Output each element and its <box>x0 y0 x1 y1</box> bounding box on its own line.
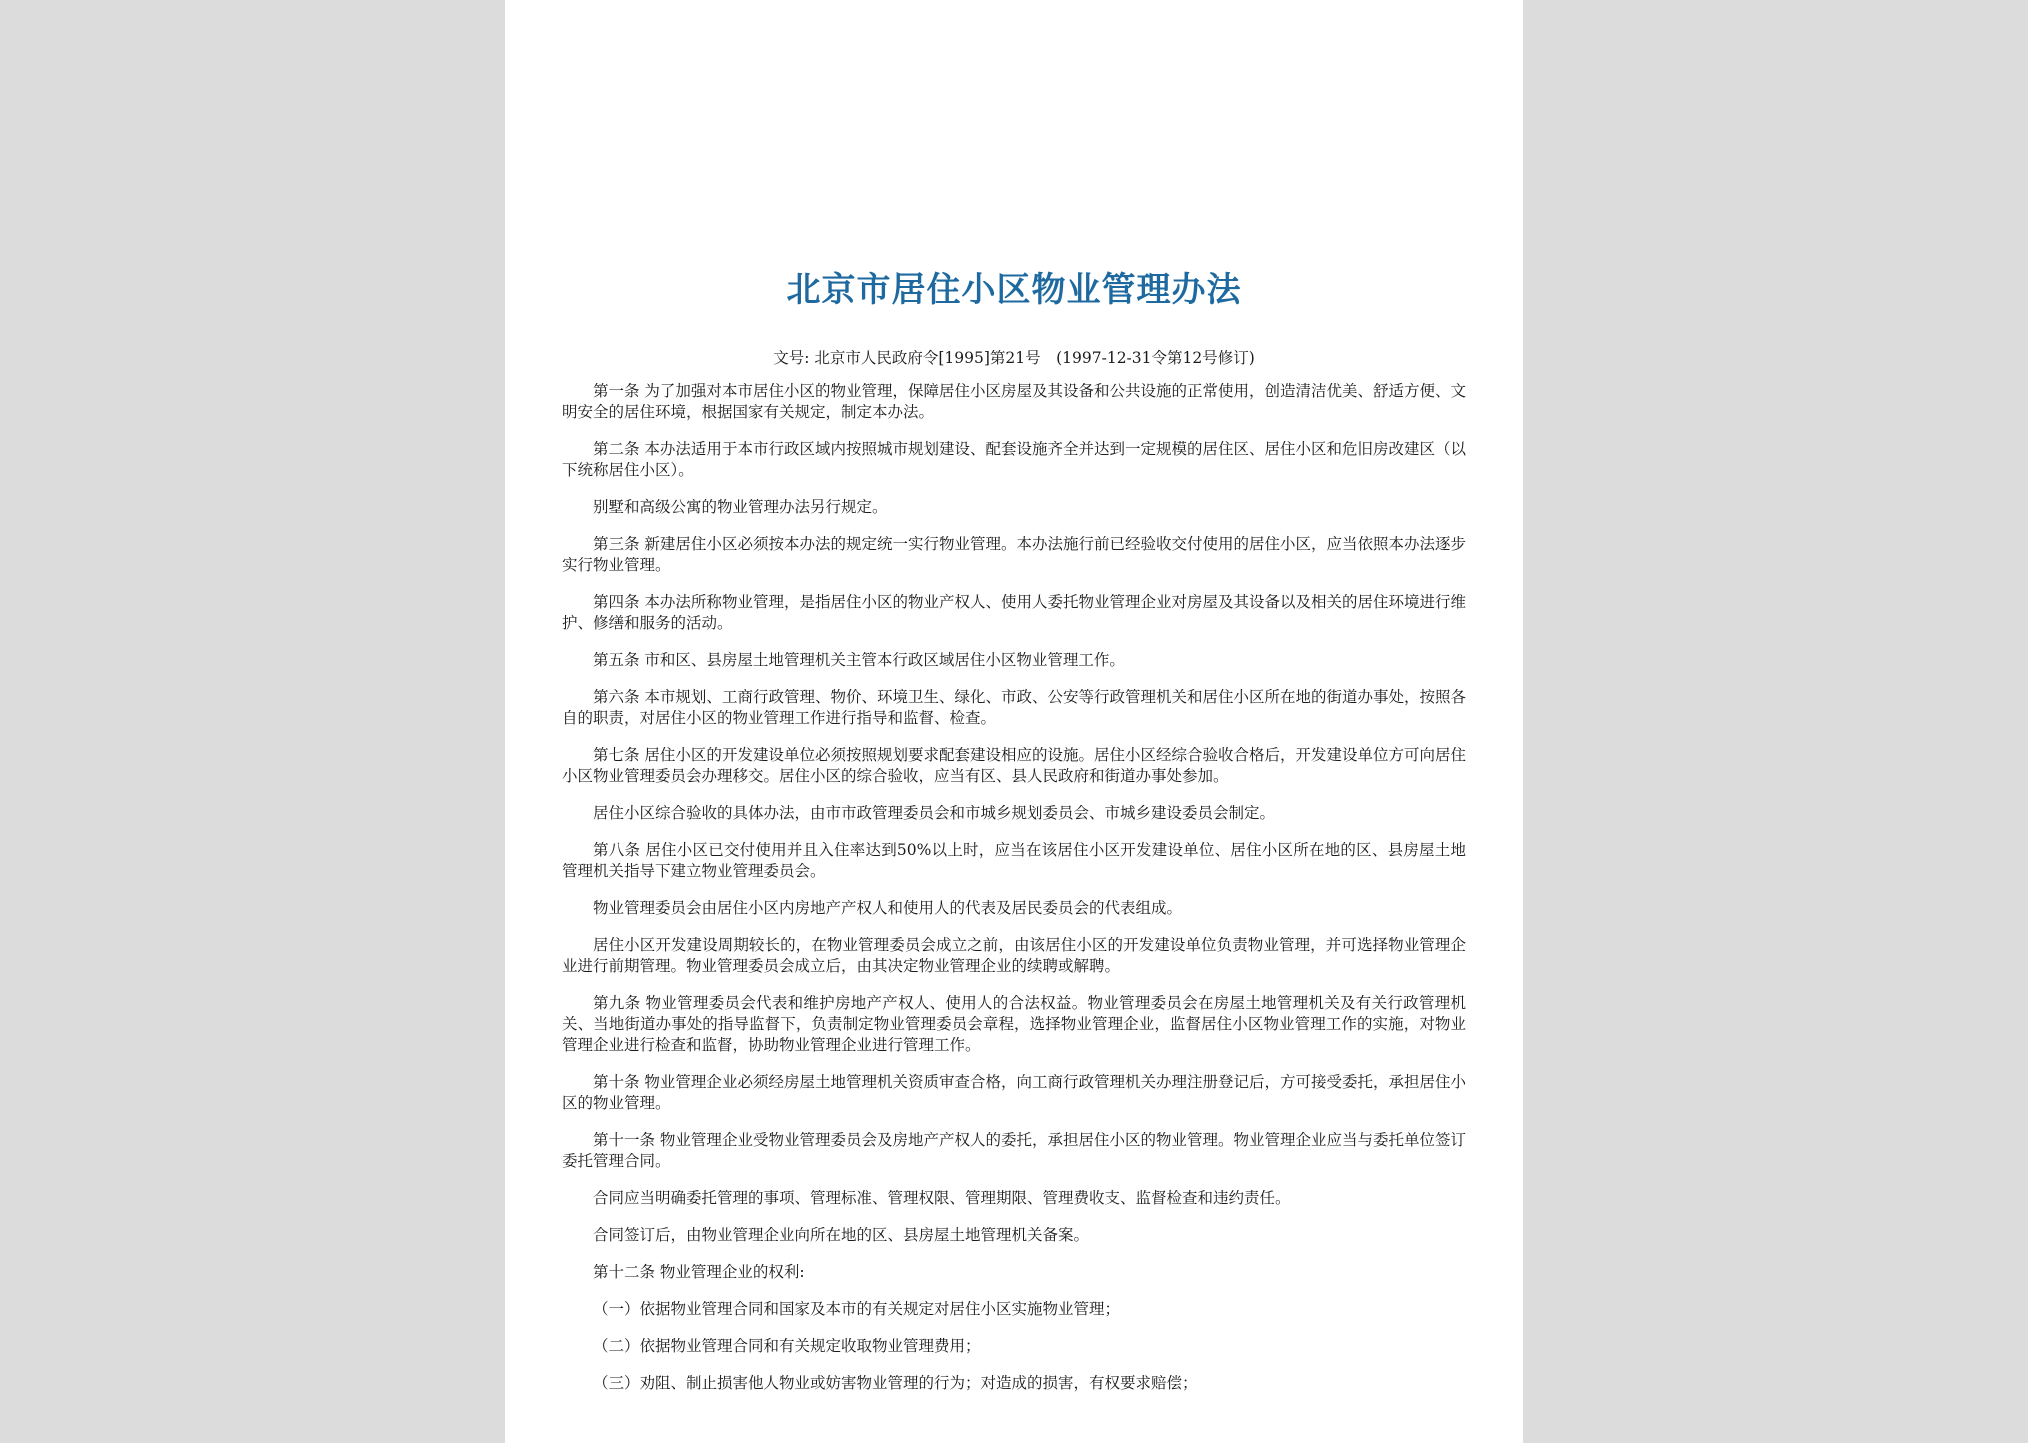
article-5: 第五条 市和区、县房屋土地管理机关主管本行政区域居住小区物业管理工作。 <box>593 651 1125 669</box>
document-body <box>562 381 1466 1410</box>
article-10: 第十条 物业管理企业必须经房屋土地管理机关资质审查合格，向工商行政管理机关办理注册登记后，方可接受委托，承担居住小区的物业管理。 <box>562 1073 1466 1112</box>
article-12-item-3: （三）劝阻、制止损害他人物业或妨害物业管理的行为；对造成的损害，有权要求赔偿； <box>593 1374 1198 1392</box>
article-12-item-1: （一）依据物业管理合同和国家及本市的有关规定对居住小区实施物业管理； <box>593 1300 1121 1318</box>
article-7: 第七条 居住小区的开发建设单位必须按照规划要求配套建设相应的设施。居住小区经综合验收合格后，开发建设单位方可向居住小区物业管理委员会办理移交。居住小区的综合验收，应当有区、县人民政府和街道办事处参加。 <box>562 746 1466 785</box>
article-2-supplement: 别墅和高级公寓的物业管理办法另行规定。 <box>593 498 888 516</box>
article-3: 第三条 新建居住小区必须按本办法的规定统一实行物业管理。本办法施行前已经验收交付使用的居住小区，应当依照本办法逐步实行物业管理。 <box>562 535 1466 574</box>
article-11-supplement-1: 合同应当明确委托管理的事项、管理标准、管理权限、管理期限、管理费收支、监督检查和违约责任。 <box>593 1189 1291 1207</box>
document-number: 文号: 北京市人民政府令[1995]第21号 (1997-12-31令第12号修订) <box>773 349 1255 367</box>
article-4: 第四条 本办法所称物业管理，是指居住小区的物业产权人、使用人委托物业管理企业对房屋及其设备以及相关的居住环境进行维护、修缮和服务的活动。 <box>562 593 1466 632</box>
document-page <box>505 0 1523 1443</box>
article-1: 第一条 为了加强对本市居住小区的物业管理，保障居住小区房屋及其设备和公共设施的正常使用，创造清洁优美、舒适方便、文明安全的居住环境，根据国家有关规定，制定本办法。 <box>562 382 1466 421</box>
article-11: 第十一条 物业管理企业受物业管理委员会及房地产产权人的委托，承担居住小区的物业管理。物业管理企业应当与委托单位签订委托管理合同。 <box>562 1131 1466 1170</box>
article-11-supplement-2: 合同签订后，由物业管理企业向所在地的区、县房屋土地管理机关备案。 <box>593 1226 1090 1244</box>
article-12: 第十二条 物业管理企业的权利: <box>593 1263 805 1281</box>
article-9: 第九条 物业管理委员会代表和维护房地产产权人、使用人的合法权益。物业管理委员会在房屋土地管理机关及有关行政管理机关、当地街道办事处的指导监督下，负责制定物业管理委员会章程，选择物业管理企业，监督居住小区物业管理工作的实施，对物业管理企业进行检查和监督，协助物业管理企业进行管理工作。 <box>562 994 1466 1054</box>
article-2: 第二条 本办法适用于本市行政区域内按照城市规划建设、配套设施齐全并达到一定规模的居住区、居住小区和危旧房改建区（以下统称居住小区）。 <box>562 440 1466 479</box>
article-7-supplement: 居住小区综合验收的具体办法，由市市政管理委员会和市城乡规划委员会、市城乡建设委员会制定。 <box>593 804 1276 822</box>
article-6: 第六条 本市规划、工商行政管理、物价、环境卫生、绿化、市政、公安等行政管理机关和居住小区所在地的街道办事处，按照各自的职责，对居住小区的物业管理工作进行指导和监督、检查。 <box>562 688 1466 727</box>
article-8: 第八条 居住小区已交付使用并且入住率达到50%以上时，应当在该居住小区开发建设单位、居住小区所在地的区、县房屋土地管理机关指导下建立物业管理委员会。 <box>562 841 1466 880</box>
article-8-supplement-1: 物业管理委员会由居住小区内房地产产权人和使用人的代表及居民委员会的代表组成。 <box>593 899 1183 917</box>
document-title: 北京市居住小区物业管理办法 <box>786 270 1242 310</box>
article-12-item-2: （二）依据物业管理合同和有关规定收取物业管理费用； <box>593 1337 981 1355</box>
article-8-supplement-2: 居住小区开发建设周期较长的，在物业管理委员会成立之前，由该居住小区的开发建设单位负责物业管理，并可选择物业管理企业进行前期管理。物业管理委员会成立后，由其决定物业管理企业的续聘或解聘。 <box>562 936 1466 975</box>
